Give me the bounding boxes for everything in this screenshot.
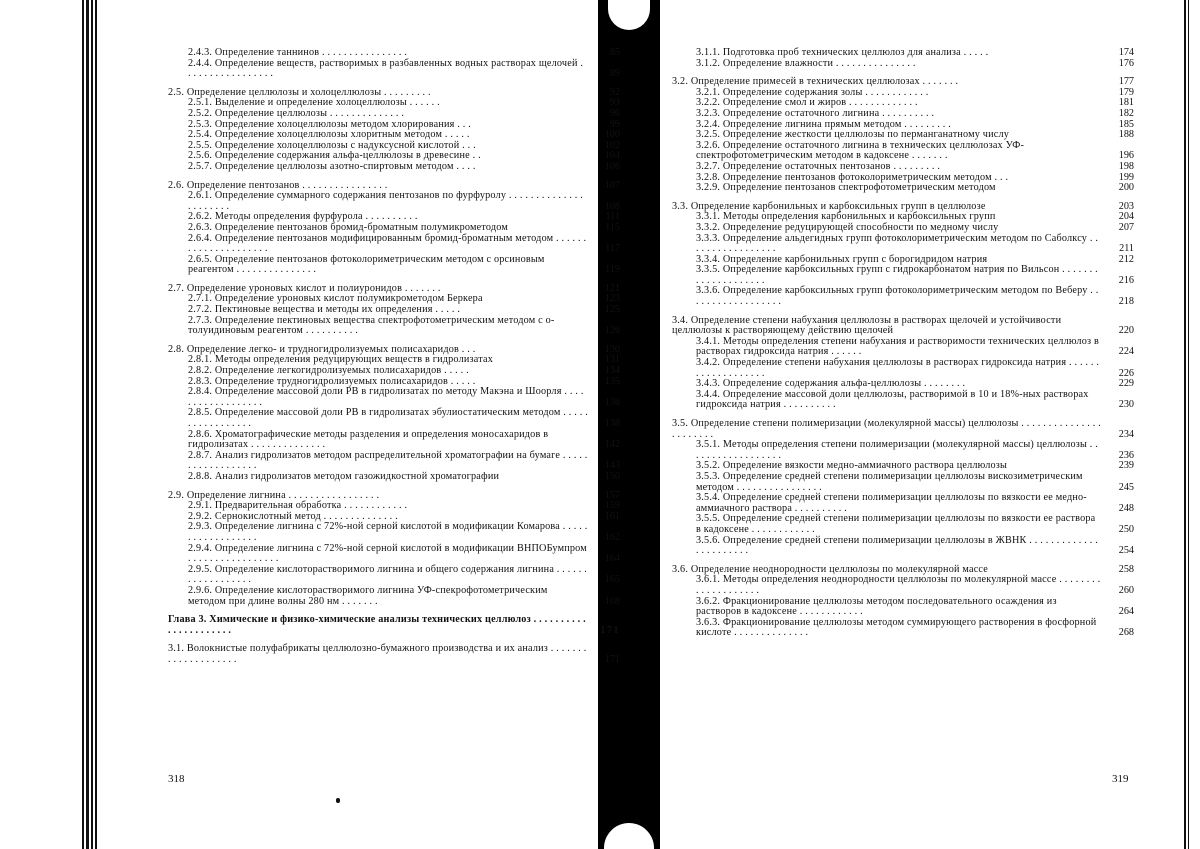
- toc-entry: [672, 337, 1134, 358]
- toc-entry-page: 176: [1118, 57, 1134, 69]
- toc-entry-title: 2.5.7. Определение целлюлозы азотно-спиртовым методом . . . .: [188, 160, 476, 172]
- toc-entry-page: 268: [1118, 627, 1134, 639]
- toc-entry-page: 179: [1118, 86, 1134, 98]
- toc-entry: [672, 109, 1134, 120]
- toc-entry-page: 177: [1118, 76, 1134, 88]
- toc-entry-title: 3.6.1. Методы определения неоднородности целлюлозы по молекулярной массе . . . . . . . . . . . . . . . . . . . .: [696, 574, 1101, 596]
- toc-entry-page: 226: [1118, 367, 1134, 379]
- toc-entry: [672, 472, 1134, 493]
- toc-entry-page: 264: [1118, 606, 1134, 618]
- toc-entry-page: 102: [604, 139, 620, 151]
- toc-entry-title: 3.1.2. Определение влажности . . . . . . . . . . . . . . .: [696, 57, 916, 69]
- toc-entry-title: 3.4. Определение степени набухания целлюлозы в растворах щелочей и устойчивости целлюлозы к растворяющему действию щелочей: [672, 314, 1062, 337]
- toc-entry-page: 248: [1118, 502, 1134, 514]
- toc-entry-title: 2.6.4. Определение пентозанов модифицированным бромид-броматным методом . . . . . . . . . . . . . . . . . . . . .: [188, 232, 587, 255]
- toc-entry-page: 106: [604, 160, 620, 172]
- toc-entry-page: 119: [605, 264, 620, 276]
- toc-entry-title: Глава 3. Химические и физико-химические анализы технических целлюлоз . . . . . . . . . . . . . . . . . . . . . .: [168, 614, 586, 636]
- toc-entry-title: 2.5.4. Определение холоцеллюлозы хлоритным методом . . . . .: [188, 129, 470, 141]
- toc-entry-page: 121: [604, 282, 620, 294]
- toc-entry-title: 2.9.4. Определение лигнина с 72%-ной серной кислотой в модификации ВНПОБумпром . . . . . . . . . . . . . . . . .: [188, 542, 587, 565]
- toc-entry-title: 3.2.3. Определение остаточного лигнина . . . . . . . . . .: [696, 107, 935, 119]
- toc-entry-page: 100: [604, 129, 620, 141]
- toc-entry-page: 161: [604, 510, 620, 522]
- toc-entry-page: 131: [604, 354, 620, 366]
- scan-speck: [336, 798, 340, 803]
- toc-entry-page: 211: [1119, 243, 1134, 255]
- toc-entry: [168, 522, 620, 543]
- toc-entry-title: 2.9.6. Определение кислоторастворимого лигнина УФ-спекрофотометрическим методом при длине волны 280 нм . . . . . . .: [188, 584, 548, 607]
- toc-entry-title: 3.3.3. Определение альдегидных групп фотоколориметрическим методом по Саболксу . . . . . . . . . . . . . . . . .: [696, 232, 1099, 255]
- toc-entry-title: 2.9.5. Определение кислоторастворимого лигнина и общего содержания лигнина . . . . . . . . . . . . . . . . . .: [188, 563, 588, 586]
- toc-entry-page: 207: [1118, 221, 1134, 233]
- toc-entry-page: 134: [604, 365, 620, 377]
- toc-entry-page: 230: [1118, 399, 1134, 411]
- toc-entry-page: 96: [609, 107, 620, 119]
- toc-entry-page: 111: [605, 211, 620, 223]
- toc-entry-title: 2.9.3. Определение лигнина с 72%-ной серной кислотой в модификации Комарова . . . . . . . . . . . . . . . . . .: [188, 521, 588, 543]
- toc-entry-page: 157: [604, 489, 620, 501]
- toc-entry-page: 165: [604, 574, 620, 586]
- toc-entry: [672, 162, 1134, 173]
- toc-entry-title: 3.5.2. Определение вязкости медно-аммиачного раствора целлюлозы: [696, 460, 1008, 472]
- toc-entry-page: 142: [604, 439, 620, 451]
- toc-entry: [168, 59, 620, 80]
- toc-entry-page: 107: [604, 179, 620, 191]
- toc-entry-page: 196: [1118, 150, 1134, 162]
- toc-entry-title: 3.2.9. Определение пентозанов спектрофотометрическим методом: [696, 182, 996, 194]
- toc-entry-title: 3.5.1. Методы определения степени полимеризации (молекулярной массы) целлюлозы . . . . . . . . . . . . . . . . . .: [696, 439, 1099, 461]
- toc-entry-title: 3.2.5. Определение жесткости целлюлозы по перманганатному числу: [696, 129, 1010, 141]
- toc-entry-page: 135: [604, 375, 620, 387]
- right-page-number: 319: [1112, 773, 1129, 785]
- toc-entry-title: 3.3. Определение карбонильных и карбоксильных групп в целлюлозе: [672, 200, 986, 212]
- toc-entry-page: 99: [609, 118, 620, 130]
- toc-entry-title: 2.6.2. Методы определения фурфурола . . . . . . . . . .: [188, 211, 418, 223]
- toc-entry-title: 3.4.1. Методы определения степени набухания и растворимости технических целлюлоз в растворах гидроксида натрия . . . . . .: [696, 335, 1099, 358]
- toc-entry: [168, 162, 620, 173]
- toc-entry-page: 188: [1118, 129, 1134, 141]
- toc-entry-title: 3.2.4. Определение лигнина прямым методом . . . . . . . . .: [696, 118, 951, 130]
- toc-entry-title: 3.3.6. Определение карбоксильных групп фотоколориметрическим методом по Веберу . . . . . . . . . . . . . . . . . .: [696, 285, 1099, 308]
- toc-entry-title: 3.3.2. Определение редуцирующей способности по медному числу: [696, 221, 999, 233]
- toc-entry: [168, 223, 620, 234]
- toc-entry-page: 258: [1118, 563, 1134, 575]
- toc-entry-page: 220: [1118, 325, 1134, 337]
- toc-entry-page: 216: [1118, 274, 1134, 286]
- toc-entry-title: 2.5.3. Определение холоцеллюлозы методом хлорирования . . .: [188, 118, 472, 130]
- toc-entry-page: 203: [1118, 200, 1134, 212]
- toc-entry-title: 3.6.2. Фракционирование целлюлозы методом последовательного осаждения из растворов в кадоксене . . . . . . . . . . . .: [696, 595, 1057, 618]
- toc-entry-title: 2.8.2. Определение легкогидролизуемых полисахаридов . . . . .: [188, 365, 469, 377]
- toc-entry: [672, 358, 1134, 379]
- toc-entry-page: 198: [1118, 160, 1134, 172]
- toc-entry: [168, 316, 620, 337]
- toc-entry-page: 130: [604, 343, 620, 355]
- toc-entry-title: 2.9.2. Сернокислотный метод . . . . . . . . . . . . . .: [188, 510, 398, 522]
- toc-entry: [168, 615, 620, 636]
- toc-entry-page: 250: [1118, 523, 1134, 535]
- toc-entry: [672, 316, 1134, 337]
- toc-entry: [672, 48, 1134, 59]
- toc-entry-page: 168: [604, 595, 620, 607]
- toc-entry-page: 171: [604, 653, 620, 665]
- toc-entry-title: 3.2. Определение примесей в технических целлюлозах . . . . . . .: [672, 76, 959, 88]
- toc-entry-page: 218: [1118, 296, 1134, 308]
- toc-entry-title: 2.8.7. Анализ гидролизатов методом распределительной хроматографии на бумаге . . . . . . . . . . . . . . . . . .: [188, 449, 588, 472]
- toc-entry-page: 126: [604, 325, 620, 337]
- toc-entry: [168, 544, 620, 565]
- toc-entry-page: 104: [604, 150, 620, 162]
- toc-entry-title: 3.2.6. Определение остаточного лигнина в технических целлюлозах УФ-спектрофотометрическим методом в кадоксене . . . . . . .: [696, 139, 1025, 162]
- toc-entry-page: 174: [1118, 47, 1134, 58]
- toc-entry-title: 2.7.2. Пектиновые вещества и методы их определения . . . . .: [188, 304, 461, 316]
- toc-entry: [168, 387, 620, 408]
- toc-entry-title: 3.1.1. Подготовка проб технических целлюлоз для анализа . . . . .: [696, 47, 989, 58]
- toc-entry-page: 229: [1118, 378, 1134, 390]
- toc-entry-title: 2.5.6. Определение содержания альфа-целлюлозы в древесине . .: [188, 150, 481, 162]
- toc-entry-title: 2.8.4. Определение массовой доли РВ в гидролизатах по методу Макэна и Шоорля . . . . . . . . . . . . . . . . . .: [188, 386, 584, 408]
- toc-entry: [168, 586, 620, 607]
- toc-entry-title: 2.9.1. Предварительная обработка . . . . . . . . . . . .: [188, 500, 408, 512]
- right-page: [672, 48, 1134, 639]
- toc-entry: [672, 265, 1134, 286]
- toc-entry-title: 3.3.1. Методы определения карбонильных и карбоксильных групп: [696, 211, 996, 223]
- toc-entry-title: 3.2.2. Определение смол и жиров . . . . . . . . . . . . .: [696, 97, 918, 109]
- toc-entry: [168, 451, 620, 472]
- toc-entry-page: 136: [604, 396, 620, 408]
- toc-entry: [672, 59, 1134, 70]
- toc-entry: [672, 390, 1134, 411]
- toc-entry: [672, 419, 1134, 440]
- toc-entry: [672, 440, 1134, 461]
- toc-entry: [672, 597, 1134, 618]
- toc-entry-page: 185: [1118, 118, 1134, 130]
- toc-entry: [672, 536, 1134, 557]
- toc-entry-page: 150: [604, 470, 620, 482]
- toc-entry-title: 3.2.7. Определение остаточных пентозанов . . . . . . . . .: [696, 160, 941, 172]
- toc-entry: [168, 644, 620, 665]
- toc-entry-title: 3.5.6. Определение средней степени полимеризации целлюлозы в ЖВНК . . . . . . . . . . . . . . . . . . . . . . .: [696, 534, 1098, 557]
- toc-entry-title: 2.5.5. Определение холоцеллюлозы с надуксусной кислотой . . .: [188, 139, 476, 151]
- left-page: [168, 48, 620, 665]
- toc-entry-page: 260: [1118, 584, 1134, 596]
- toc-entry-title: 3.4.4. Определение массовой доли целлюлозы, растворимой в 10 и 18%-ных растворах гидроксида натрия . . . . . . . . . .: [696, 388, 1089, 411]
- toc-entry-page: 245: [1118, 481, 1134, 493]
- toc-entry-title: 2.7.1. Определение уроновых кислот полумикрометодом Беркера: [188, 293, 483, 305]
- toc-entry-page: 236: [1118, 449, 1134, 461]
- toc-entry: [672, 286, 1134, 307]
- toc-entry: [168, 255, 620, 276]
- toc-entry-title: 3.2.8. Определение пентозанов фотоколориметрическим методом . . .: [696, 171, 1009, 183]
- toc-entry-page: 117: [605, 243, 620, 255]
- toc-entry-page: 138: [604, 418, 620, 429]
- toc-entry-page: 200: [1118, 182, 1134, 194]
- toc-entry-page: 92: [609, 86, 620, 98]
- toc-entry-title: 2.8.8. Анализ гидролизатов методом газожидкостной хроматографии: [188, 470, 500, 482]
- toc-entry-page: 89: [609, 68, 620, 80]
- toc-entry-title: 2.9. Определение лигнина . . . . . . . . . . . . . . . . .: [168, 489, 380, 501]
- toc-entry-page: 164: [604, 553, 620, 565]
- toc-entry-title: 3.5.3. Определение средней степени полимеризации целлюлозы вискозиметрическим методом . . . . . . . . . . . . . . . .: [696, 470, 1083, 493]
- toc-entry-title: 2.5. Определение целлюлозы и холоцеллюлозы . . . . . . . . .: [168, 86, 431, 98]
- toc-entry: [672, 234, 1134, 255]
- left-scan-edge: [0, 0, 100, 849]
- toc-entry-page: 125: [604, 304, 620, 316]
- toc-entry-title: 3.5. Определение степени полимеризации (молекулярной массы) целлюлозы . . . . . . . . . . . . . . . . . . . . . . .: [672, 418, 1101, 440]
- toc-entry-page: 254: [1118, 545, 1134, 557]
- toc-entry-title: 2.6.1. Определение суммарного содержания пентозанов по фурфуролу . . . . . . . . . . . . . . . . . . . . . .: [188, 190, 584, 212]
- toc-entry-title: 2.8.6. Хроматографические методы разделения и определения моносахаридов в гидролизатах . . . . . . . . . . . . . .: [188, 428, 549, 451]
- toc-entry-page: 115: [605, 221, 620, 233]
- toc-entry-page: 162: [604, 531, 620, 543]
- toc-entry: [168, 430, 620, 451]
- toc-entry-title: 3.6. Определение неоднородности целлюлозы по молекулярной массе: [672, 563, 988, 575]
- toc-entry: [168, 109, 620, 120]
- toc-entry-page: 171: [600, 624, 620, 636]
- toc-entry: [672, 141, 1134, 162]
- toc-entry: [168, 191, 620, 212]
- toc-entry-title: 2.7.3. Определение пектиновых вещества спектрофотометрическим методом с о-толуидиновым реагентом . . . . . . . . . .: [188, 314, 555, 337]
- toc-entry-title: 2.8. Определение легко- и трудногидролизуемых полисахаридов . . .: [168, 343, 476, 355]
- toc-entry-title: 3.2.1. Определение содержания золы . . . . . . . . . . . .: [696, 86, 929, 98]
- toc-entry-page: 159: [604, 500, 620, 512]
- toc-entry-title: 3.5.5. Определение средней степени полимеризации целлюлозы по вязкости ее раствора в кадоксене . . . . . . . . . . . .: [696, 513, 1096, 535]
- toc-entry-title: 3.3.5. Определение карбоксильных групп с гидрокарбонатом натрия по Вильсон . . . . . . . . . . . . . . . . . . . .: [696, 264, 1098, 286]
- toc-entry-page: 181: [1118, 97, 1134, 109]
- toc-entry-page: 212: [1118, 253, 1134, 265]
- toc-entry-title: 2.6.3. Определение пентозанов бромид-броматным полумикрометодом: [188, 221, 509, 233]
- toc-entry: [168, 408, 620, 429]
- left-page-number: 318: [168, 773, 185, 785]
- toc-entry-page: 143: [604, 460, 620, 472]
- toc-entry-page: 224: [1118, 346, 1134, 358]
- toc-entry-title: 3.3.4. Определение карбонильных групп с борогидридом натрия: [696, 253, 988, 265]
- toc-entry-title: 3.1. Волокнистые полуфабрикаты целлюлозно-бумажного производства и их анализ . . . . . . . . . . . . . . . . . . . .: [168, 643, 587, 665]
- toc-entry-title: 2.6.5. Определение пентозанов фотоколориметрическим методом с орсиновым реагентом . . . . . . . . . . . . . . .: [188, 253, 545, 276]
- toc-entry-title: 2.8.5. Определение массовой доли РВ в гидролизатах эбулиостатическим методом . . . . . . . . . . . . . . . . .: [188, 407, 588, 429]
- toc-entry: [168, 565, 620, 586]
- toc-entry-title: 2.6. Определение пентозанов . . . . . . . . . . . . . . . .: [168, 179, 388, 191]
- toc-entry-title: 3.6.3. Фракционирование целлюлозы методом суммирующего растворения в фосфорной кислоте . . . . . . . . . . . . . .: [696, 616, 1097, 639]
- toc-entry-page: 199: [1118, 171, 1134, 183]
- toc-entry-page: 182: [1118, 107, 1134, 119]
- toc-entry: [672, 493, 1134, 514]
- toc-entry: [168, 234, 620, 255]
- toc-entry: [168, 472, 620, 483]
- toc-entry-title: 2.5.1. Выделение и определение холоцеллюлозы . . . . . .: [188, 97, 440, 109]
- toc-entry-title: 3.4.2. Определение степени набухания целлюлозы в растворах гидроксида натрия . . . . . . . . . . . . . . . . . . .: [696, 357, 1100, 379]
- toc-entry-page: 123: [604, 293, 620, 305]
- toc-entry-page: 239: [1118, 460, 1134, 472]
- right-scan-edge: [1170, 0, 1200, 849]
- toc-entry: [672, 514, 1134, 535]
- toc-entry-title: 2.8.1. Методы определения редуцирующих веществ в гидролизатах: [188, 354, 493, 366]
- toc-entry-page: 204: [1118, 211, 1134, 223]
- toc-entry: [672, 223, 1134, 234]
- toc-entry-title: 2.4.4. Определение веществ, растворимых в разбавленных водных растворах щелочей . . . . . . . . . . . . . . . . .: [188, 57, 584, 80]
- toc-entry-page: 234: [1118, 428, 1134, 440]
- toc-entry-title: 3.4.3. Определение содержания альфа-целлюлозы . . . . . . . .: [696, 378, 966, 390]
- toc-entry-title: 2.7. Определение уроновых кислот и полиуронидов . . . . . . .: [168, 282, 441, 294]
- toc-entry: [168, 48, 620, 59]
- toc-entry-page: 85: [609, 47, 620, 58]
- toc-entry: [672, 575, 1134, 596]
- toc-entry: [672, 183, 1134, 194]
- toc-entry-title: 3.5.4. Определение средней степени полимеризации целлюлозы по вязкости ее медно-аммиачного раствора . . . . . . . . . .: [696, 492, 1087, 514]
- toc-entry-title: 2.4.3. Определение таннинов . . . . . . . . . . . . . . . .: [188, 47, 408, 58]
- toc-entry: [672, 618, 1134, 639]
- toc-entry-title: 2.5.2. Определение целлюлозы . . . . . . . . . . . . . .: [188, 107, 405, 119]
- toc-entry-page: 108: [604, 200, 620, 212]
- toc-entry-title: 2.8.3. Определение трудногидролизуемых полисахаридов . . . . .: [188, 375, 476, 387]
- toc-entry-page: 93: [609, 97, 620, 109]
